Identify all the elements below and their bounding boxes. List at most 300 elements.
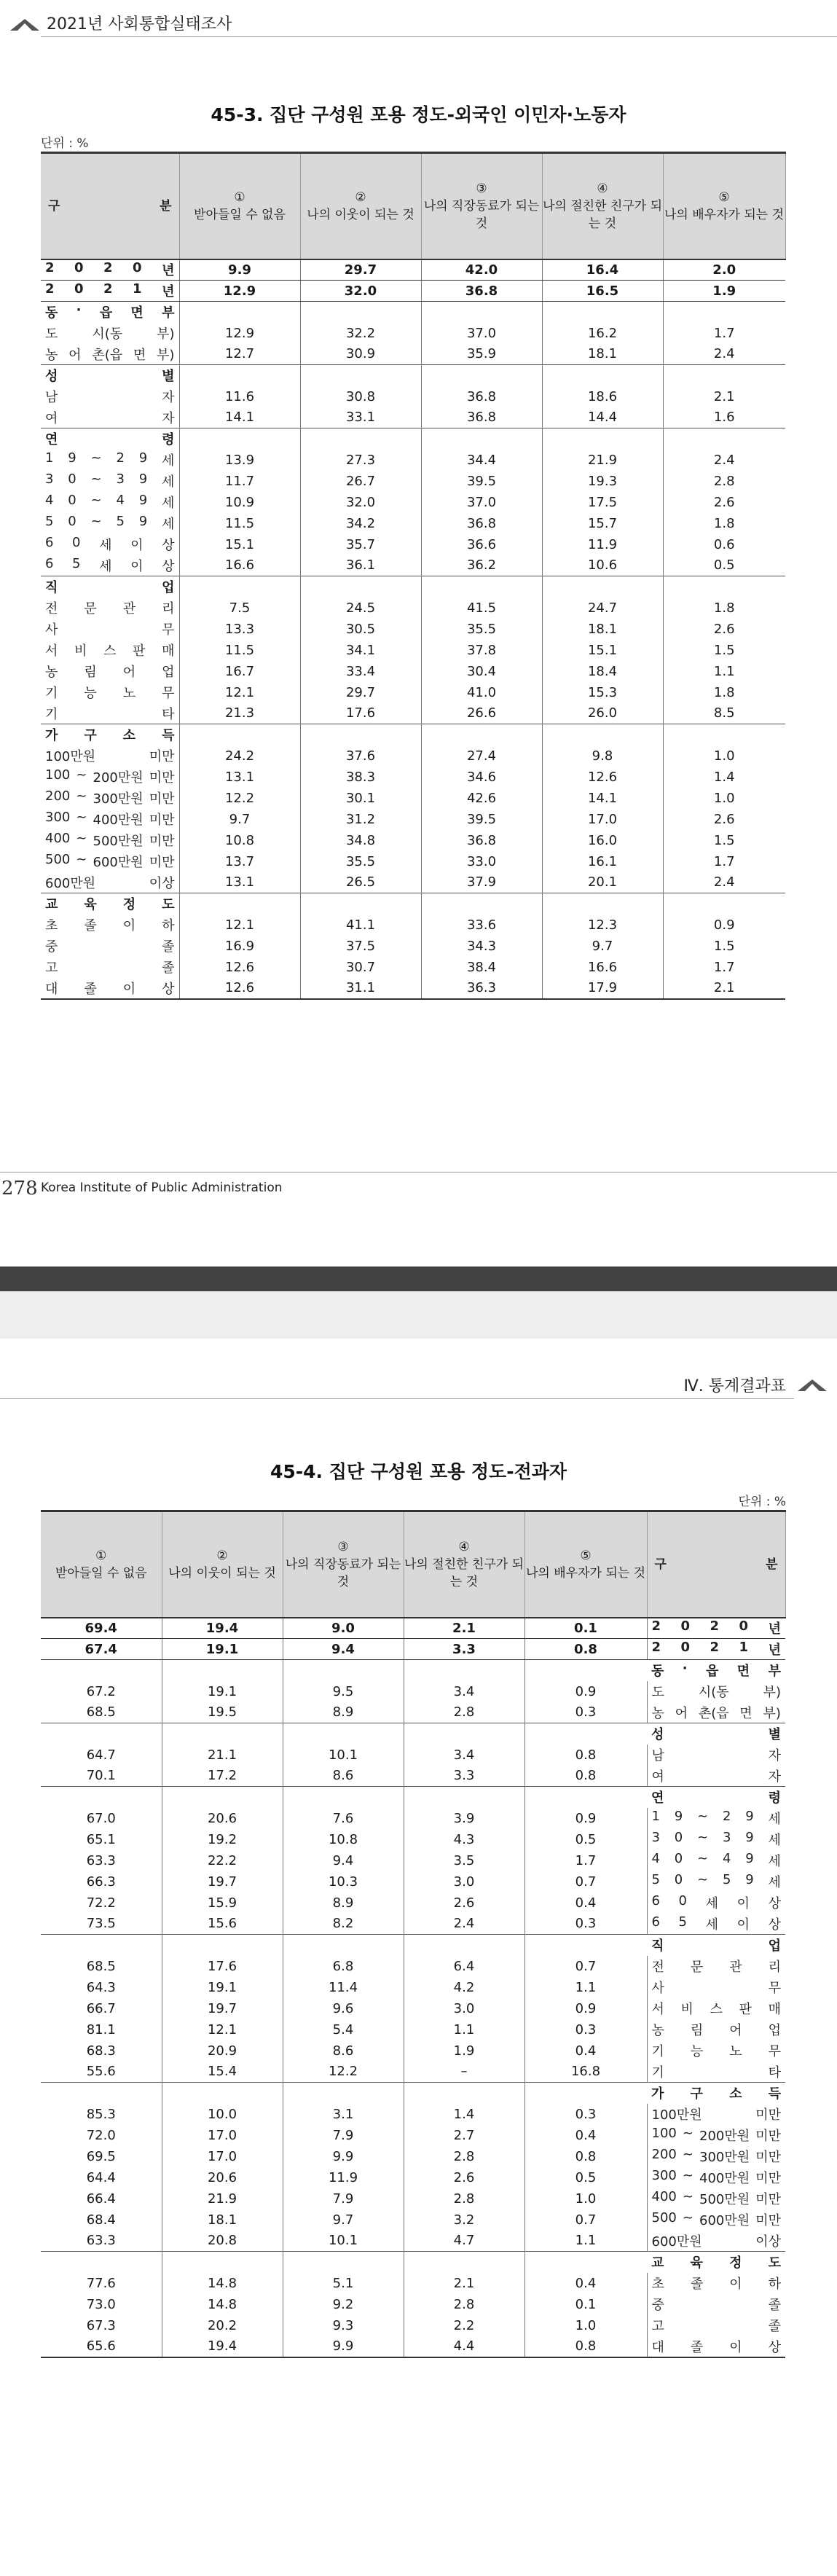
label-char: 어 xyxy=(729,2023,742,2038)
footer-org: Korea Institute of Public Administration xyxy=(41,1181,283,1195)
value-cell: 70.1 xyxy=(86,1768,116,1784)
table-row xyxy=(41,2040,785,2062)
label-char: 9 xyxy=(68,450,76,466)
table-row xyxy=(41,555,785,576)
value-cell: 20.6 xyxy=(162,1808,283,1829)
value-cell xyxy=(663,893,785,915)
value-cell xyxy=(404,1660,524,1681)
label-char: 5 xyxy=(722,1872,731,1887)
value-cell: 35.9 xyxy=(421,344,542,365)
value-cell: 16.9 xyxy=(179,936,300,957)
table-row xyxy=(41,703,785,724)
table-row xyxy=(41,492,785,513)
row-label xyxy=(41,745,179,767)
label-char: 세 xyxy=(162,496,175,511)
label-char: 미만 xyxy=(149,770,175,786)
value-cell: 37.0 xyxy=(421,323,542,344)
value-cell: 31.1 xyxy=(300,978,421,999)
row-label xyxy=(41,957,179,978)
value-cell: 11.6 xyxy=(179,386,300,407)
value-cell: 1.0 xyxy=(663,745,785,767)
value-cell: 64.3 xyxy=(86,1979,116,1995)
value-cell: 36.8 xyxy=(421,386,542,407)
label-char: 농 xyxy=(45,665,58,680)
value-cell: 17.6 xyxy=(162,1956,283,1977)
section-row xyxy=(41,2252,785,2273)
row-label xyxy=(647,2019,785,2040)
label-char: 이 xyxy=(130,558,144,574)
label-char: 미만 xyxy=(755,2107,781,2123)
label-char: 0 xyxy=(74,281,84,297)
value-cell: 10.9 xyxy=(179,492,300,513)
unit-label: 단위 : % xyxy=(738,1495,786,1509)
label-char: 1 xyxy=(45,450,54,466)
unit-label: 단위 : % xyxy=(41,136,89,151)
value-cell: 19.7 xyxy=(162,1871,283,1892)
row-label-text xyxy=(652,2231,782,2250)
row-label-text xyxy=(652,2105,782,2123)
value-cell: 36.8 xyxy=(421,407,542,428)
col-header-5 xyxy=(663,153,785,259)
value-cell: 15.9 xyxy=(162,1892,283,1914)
value-cell: 55.6 xyxy=(86,2064,116,2080)
value-cell: 18.1 xyxy=(542,344,663,365)
label-char: 0 xyxy=(68,471,76,487)
value-cell: 24.7 xyxy=(542,598,663,619)
label-char: 2 xyxy=(710,1618,720,1635)
label-char: 사 xyxy=(651,1981,664,1996)
label-char: ~ xyxy=(682,2126,693,2141)
label-char: 400만원 xyxy=(93,813,144,828)
label-char: 어 xyxy=(675,1705,688,1721)
label-char: 9 xyxy=(138,514,148,529)
value-cell xyxy=(404,1935,524,1956)
section-row xyxy=(41,724,785,745)
value-cell xyxy=(663,576,785,598)
label-char: 관 xyxy=(729,1960,742,1975)
label-char: 400 xyxy=(651,2189,677,2204)
value-cell: 1.0 xyxy=(524,2315,647,2336)
section-label-text xyxy=(45,429,175,448)
label-char: 구 xyxy=(84,728,97,744)
value-cell: 1.7 xyxy=(663,957,785,978)
value-cell xyxy=(283,2252,404,2273)
value-cell xyxy=(162,1660,283,1681)
table-row xyxy=(41,767,785,788)
value-cell: 19.1 xyxy=(162,1681,283,1702)
value-cell: 26.0 xyxy=(542,703,663,724)
label-char: 400만원 xyxy=(699,2171,750,2186)
row-label-text xyxy=(45,936,175,955)
value-cell: 9.7 xyxy=(542,936,663,957)
value-cell: 11.7 xyxy=(179,471,300,492)
value-cell xyxy=(300,576,421,598)
label-char: 동 xyxy=(45,305,58,321)
label-char: 300 xyxy=(45,810,71,825)
label-char: 4 xyxy=(45,493,54,508)
value-cell: 30.5 xyxy=(300,619,421,640)
section-row xyxy=(41,576,785,598)
label-char: 촌(읍 xyxy=(92,347,123,363)
value-cell: 0.9 xyxy=(524,1681,647,1702)
label-char: 0 xyxy=(674,1851,683,1866)
value-cell xyxy=(41,1935,162,1956)
label-char: 미만 xyxy=(755,2192,781,2207)
label-char: 서 xyxy=(651,2002,664,2017)
label-char: 졸 xyxy=(162,960,175,976)
row-label xyxy=(647,1998,785,2019)
value-cell xyxy=(300,302,421,323)
label-char: 졸 xyxy=(690,2276,704,2292)
label-char: 6 xyxy=(45,535,54,550)
year-label xyxy=(41,281,179,302)
label-char: 기 xyxy=(45,706,58,722)
value-cell: 34.2 xyxy=(300,513,421,534)
label-char: 상 xyxy=(768,1917,781,1933)
label-char: 어 xyxy=(122,665,136,680)
table-row xyxy=(41,640,785,661)
row-label-text xyxy=(45,598,175,617)
label-char: 부 xyxy=(768,1664,781,1680)
value-cell: 20.8 xyxy=(162,2231,283,2252)
value-cell: 63.3 xyxy=(86,2233,116,2249)
value-cell: 21.9 xyxy=(162,2188,283,2209)
value-cell: 2.8 xyxy=(404,2294,524,2315)
value-cell xyxy=(300,724,421,745)
table-row xyxy=(41,661,785,682)
table-row xyxy=(41,344,785,365)
running-title: Ⅳ. 통계결과표 xyxy=(683,1377,786,1395)
label-char: 정 xyxy=(729,2255,742,2271)
row-label xyxy=(41,450,179,471)
value-cell: 7.9 xyxy=(283,2125,404,2146)
value-cell: 0.8 xyxy=(524,1745,647,1766)
row-label xyxy=(647,2040,785,2062)
table-row xyxy=(41,407,785,428)
label-char: 600만원 xyxy=(699,2213,750,2228)
label-char: 사 xyxy=(45,622,58,638)
page-gap xyxy=(0,1291,837,1339)
table-row xyxy=(41,2062,785,2083)
value-cell: 8.9 xyxy=(283,1892,404,1914)
row-label-text xyxy=(45,281,175,300)
value-cell: 10.0 xyxy=(162,2104,283,2125)
value-cell: 12.2 xyxy=(179,788,300,809)
label-char: 리 xyxy=(162,601,175,616)
page-279 xyxy=(0,1339,837,2576)
label-char: 초 xyxy=(45,918,58,933)
label-char: 면 xyxy=(736,1664,750,1680)
label-char: 자 xyxy=(768,1748,781,1763)
table-row xyxy=(41,1702,785,1723)
label-char: 업 xyxy=(162,665,175,680)
label-char: 자 xyxy=(768,1769,781,1785)
value-cell xyxy=(179,893,300,915)
label-char: 농 xyxy=(651,1705,664,1721)
row-label-text xyxy=(652,1893,782,1912)
row-label xyxy=(647,2125,785,2146)
value-cell: 9.6 xyxy=(283,1998,404,2019)
col-label: 나의 이웃이 되는 것 xyxy=(168,1565,276,1581)
value-cell: 12.3 xyxy=(542,915,663,936)
section-label-text xyxy=(651,1935,781,1954)
value-cell: 2.8 xyxy=(404,2188,524,2209)
value-cell: 20.2 xyxy=(162,2315,283,2336)
value-cell: 16.0 xyxy=(542,830,663,851)
label-char: 9 xyxy=(745,1830,754,1845)
stat-table-45-4 xyxy=(41,1510,786,2358)
section-label-text xyxy=(651,1724,781,1743)
value-cell: 9.3 xyxy=(283,2315,404,2336)
label-char: 대 xyxy=(45,981,58,997)
row-label-text xyxy=(45,345,175,364)
row-label-text xyxy=(45,662,175,681)
value-cell: 15.3 xyxy=(542,682,663,703)
value-cell: 35.5 xyxy=(300,851,421,872)
value-cell: 3.9 xyxy=(404,1808,524,1829)
section-row xyxy=(41,893,785,915)
category-header xyxy=(41,153,179,259)
value-cell: 14.1 xyxy=(179,407,300,428)
value-cell: 32.0 xyxy=(300,281,421,302)
value-cell: 7.9 xyxy=(283,2188,404,2209)
value-cell xyxy=(41,1660,162,1681)
row-label-text xyxy=(652,1745,782,1764)
table-row xyxy=(41,936,785,957)
row-label-text xyxy=(45,387,175,406)
row-label xyxy=(647,1681,785,1702)
value-cell: 66.3 xyxy=(86,1874,116,1890)
value-cell: 1.9 xyxy=(663,281,785,302)
row-label xyxy=(647,1745,785,1766)
value-cell: 9.9 xyxy=(283,2146,404,2167)
label-char: 4 xyxy=(116,493,125,508)
col-label: 나의 직장동료가 되는 것 xyxy=(423,198,540,231)
table-row xyxy=(41,2273,785,2294)
value-cell: 0.3 xyxy=(524,1914,647,1935)
value-cell: 0.9 xyxy=(524,1808,647,1829)
row-label-text xyxy=(652,2274,782,2293)
page-footer xyxy=(0,1164,837,1199)
row-label xyxy=(41,471,179,492)
value-cell: 10.1 xyxy=(283,2231,404,2252)
row-label-text xyxy=(45,915,175,934)
label-char: 정 xyxy=(122,897,136,913)
label-char: 0 xyxy=(739,1618,749,1635)
row-label-text xyxy=(652,2337,782,2356)
value-cell: 69.4 xyxy=(41,1618,162,1639)
col-num: ④ xyxy=(458,1539,470,1554)
category-header xyxy=(647,1511,785,1618)
row-label xyxy=(41,788,179,809)
label-char: 9 xyxy=(745,1872,754,1887)
label-char: ~ xyxy=(90,450,102,466)
label-char: 5 xyxy=(678,1914,687,1930)
col-header-2 xyxy=(162,1511,283,1618)
value-cell: 13.9 xyxy=(179,450,300,471)
label-char: 남 xyxy=(651,1748,664,1763)
row-label-text xyxy=(45,810,175,829)
value-cell: 4.3 xyxy=(404,1829,524,1850)
value-cell: 29.7 xyxy=(300,259,421,281)
label-char: ~ xyxy=(697,1872,709,1887)
year-label xyxy=(41,259,179,281)
year-row xyxy=(41,1639,785,1660)
value-cell: 2.0 xyxy=(663,259,785,281)
value-cell: 65.6 xyxy=(41,2336,162,2357)
value-cell: 21.3 xyxy=(179,703,300,724)
row-label-text xyxy=(45,979,175,998)
label-char: 성 xyxy=(45,369,58,385)
label-char: 6 xyxy=(45,555,54,571)
value-cell: 73.5 xyxy=(86,1916,116,1932)
row-label xyxy=(41,619,179,640)
value-cell: 9.9 xyxy=(283,2336,404,2357)
label-char: 200 xyxy=(651,2147,677,2162)
section-label xyxy=(41,576,179,598)
row-label xyxy=(41,978,179,999)
row-label-text xyxy=(45,535,175,554)
value-cell xyxy=(663,428,785,450)
label-char: 면 xyxy=(130,305,144,321)
value-cell: 12.6 xyxy=(179,957,300,978)
label-char: 0 xyxy=(68,493,76,508)
category-header-right: 분 xyxy=(160,198,172,214)
label-char: 판 xyxy=(739,2002,752,2017)
row-label xyxy=(647,1829,785,1850)
value-cell: 0.4 xyxy=(524,1892,647,1914)
label-char: 직 xyxy=(651,1938,664,1954)
value-cell: 14.4 xyxy=(542,407,663,428)
label-char: 문 xyxy=(84,601,97,616)
value-cell: 38.4 xyxy=(421,957,542,978)
value-cell: 0.4 xyxy=(524,2040,647,2062)
value-cell: 15.1 xyxy=(542,640,663,661)
table-row xyxy=(41,1977,785,1998)
value-cell: – xyxy=(404,2062,524,2083)
table-row xyxy=(41,1914,785,1935)
value-cell: 37.5 xyxy=(300,936,421,957)
section-label xyxy=(647,1787,785,1808)
value-cell: 81.1 xyxy=(86,2021,116,2037)
label-char: ~ xyxy=(90,493,102,508)
label-char: 0 xyxy=(68,514,76,529)
value-cell: 17.0 xyxy=(162,2125,283,2146)
value-cell: 12.6 xyxy=(542,767,663,788)
value-cell: 21.9 xyxy=(542,450,663,471)
value-cell: 19.2 xyxy=(162,1829,283,1850)
label-char: 2 xyxy=(710,1640,720,1655)
value-cell xyxy=(404,1723,524,1745)
value-cell: 10.1 xyxy=(283,1745,404,1766)
label-char: 노 xyxy=(729,2044,742,2059)
value-cell xyxy=(162,2083,283,2104)
label-char: 림 xyxy=(84,665,97,680)
label-char: · xyxy=(682,1661,688,1677)
label-char: 200만원 xyxy=(699,2129,750,2144)
value-cell: 68.3 xyxy=(86,2043,116,2059)
value-cell: 63.3 xyxy=(86,1852,116,1868)
table-row xyxy=(41,2294,785,2315)
label-char: 이 xyxy=(736,1917,750,1933)
section-label xyxy=(41,365,179,386)
value-cell: 11.4 xyxy=(283,1977,404,1998)
row-label-text xyxy=(652,1618,782,1637)
label-char: 부 xyxy=(162,305,175,321)
row-label xyxy=(647,1850,785,1871)
value-cell: 15.4 xyxy=(162,2062,283,2083)
label-char: 무 xyxy=(162,686,175,701)
value-cell: 18.4 xyxy=(542,661,663,682)
value-cell: 14.1 xyxy=(542,788,663,809)
label-char: 기 xyxy=(45,686,58,701)
value-cell: 0.8 xyxy=(524,1766,647,1787)
table-row xyxy=(41,1766,785,1787)
label-char: 도 xyxy=(768,2255,781,2271)
label-char: 스 xyxy=(103,643,117,659)
label-char: 년 xyxy=(768,1621,781,1637)
col-header-3 xyxy=(283,1511,404,1618)
value-cell: 2.4 xyxy=(663,872,785,893)
value-cell: 64.4 xyxy=(86,2169,116,2185)
value-cell: 1.1 xyxy=(524,1977,647,1998)
label-char: 미만 xyxy=(149,855,175,870)
label-char: 500 xyxy=(651,2210,677,2225)
page-divider-band xyxy=(0,1267,837,1291)
label-char: 9 xyxy=(745,1851,754,1866)
label-char: 별 xyxy=(768,1727,781,1743)
label-char: 고 xyxy=(45,960,58,976)
row-label-text xyxy=(45,683,175,702)
label-char: 시(동 xyxy=(92,326,123,342)
value-cell: 37.0 xyxy=(421,492,542,513)
row-label xyxy=(41,703,179,724)
label-char: 타 xyxy=(162,706,175,722)
label-char: 읍 xyxy=(706,1664,719,1680)
value-cell: 2.4 xyxy=(663,344,785,365)
col-num: ③ xyxy=(337,1539,349,1554)
value-cell: 26.5 xyxy=(300,872,421,893)
row-label xyxy=(647,1977,785,1998)
value-cell: 13.1 xyxy=(179,872,300,893)
section-row xyxy=(41,365,785,386)
value-cell: 0.9 xyxy=(663,915,785,936)
label-char: 6 xyxy=(651,1893,660,1908)
label-char: 초 xyxy=(651,2276,664,2292)
value-cell: 1.8 xyxy=(663,682,785,703)
year-label xyxy=(647,1618,785,1639)
col-label: 받아들일 수 없음 xyxy=(55,1565,147,1581)
row-label-text xyxy=(45,788,175,807)
value-cell: 1.0 xyxy=(663,788,785,809)
label-char: 가 xyxy=(45,728,58,744)
row-label-text xyxy=(45,746,175,765)
value-cell: 69.5 xyxy=(86,2148,116,2164)
value-cell xyxy=(421,893,542,915)
label-char: 0 xyxy=(680,1640,691,1655)
table-row xyxy=(41,872,785,893)
value-cell: 16.1 xyxy=(542,851,663,872)
value-cell: 0.4 xyxy=(524,2125,647,2146)
value-cell: 1.0 xyxy=(524,2188,647,2209)
value-cell: 15.6 xyxy=(162,1914,283,1935)
value-cell: 34.8 xyxy=(300,830,421,851)
value-cell: 14.8 xyxy=(162,2294,283,2315)
label-char: 미만 xyxy=(755,2129,781,2144)
label-char: 이 xyxy=(130,538,144,553)
value-cell xyxy=(300,428,421,450)
value-cell: 33.6 xyxy=(421,915,542,936)
